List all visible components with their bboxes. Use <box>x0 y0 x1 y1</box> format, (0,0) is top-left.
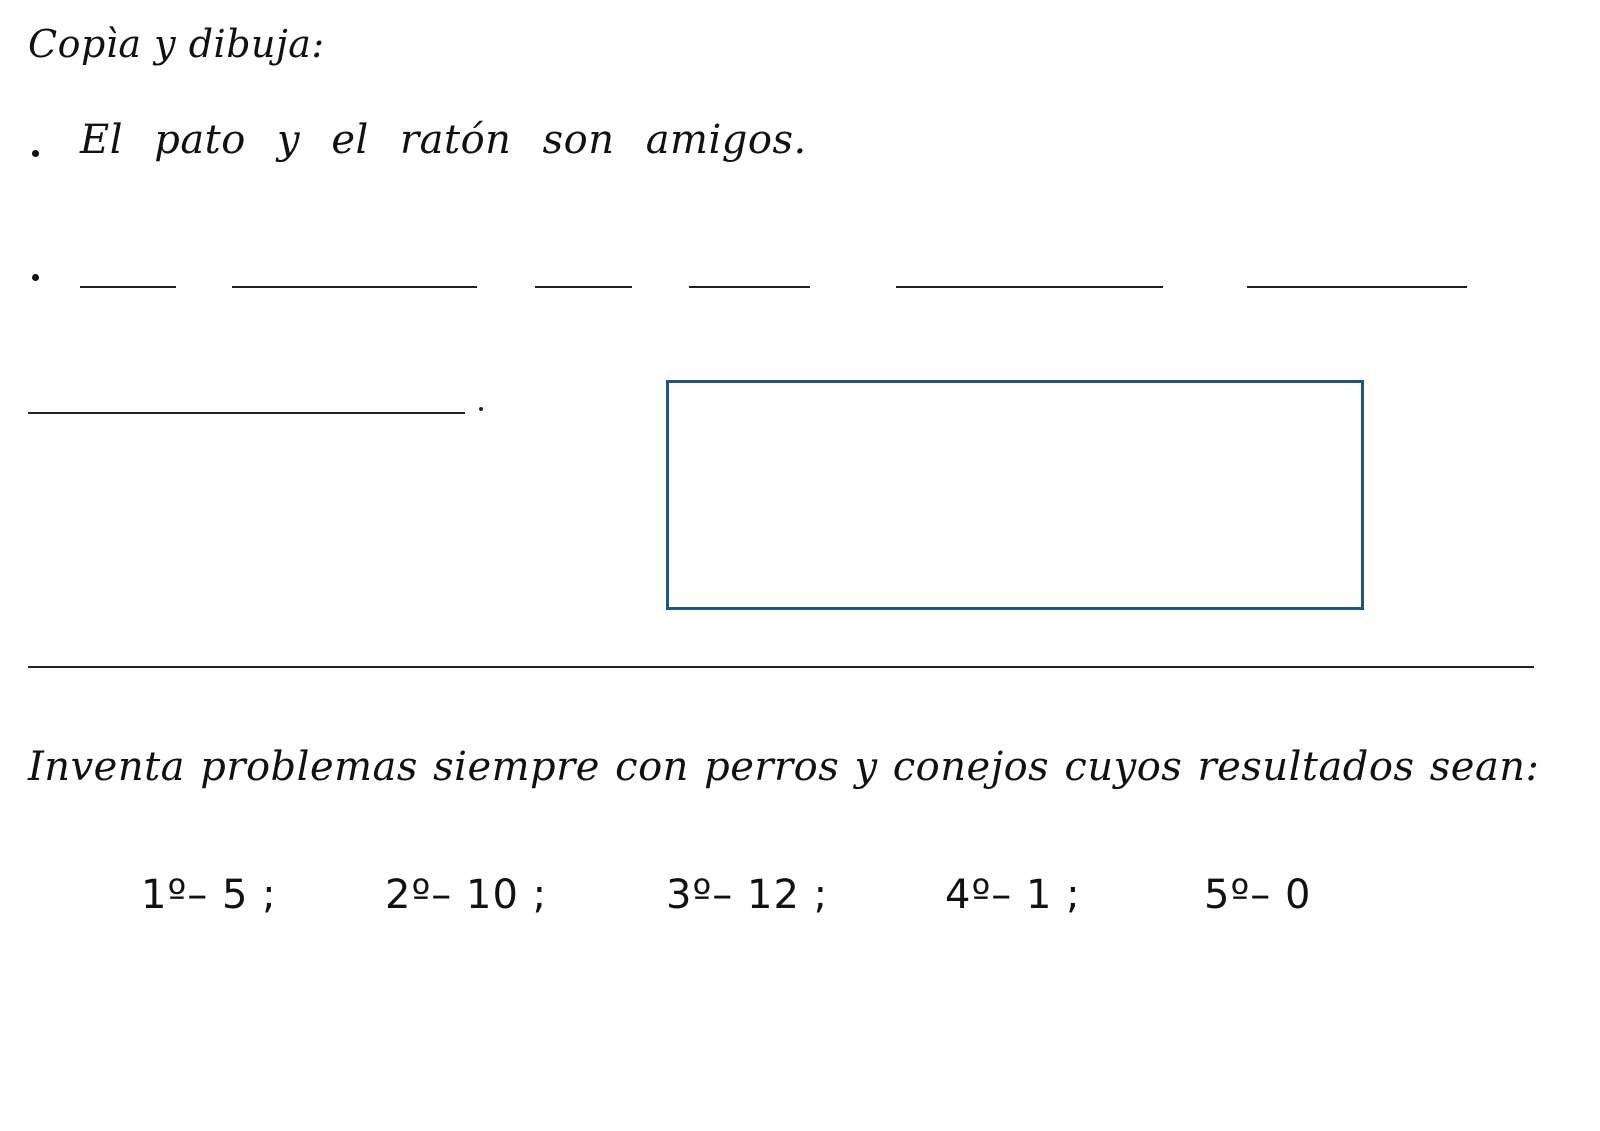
bullet-icon <box>32 274 39 281</box>
copy-blank-word-4[interactable] <box>689 286 810 288</box>
copy-blank-word-2[interactable] <box>232 286 477 288</box>
result-item-3: 3º– 12 ; <box>666 872 829 918</box>
section-divider-line <box>28 666 1534 668</box>
copy-blank-word-7[interactable] <box>28 412 465 414</box>
model-sentence: El pato y el ratón son amigos. <box>80 117 807 163</box>
result-item-5: 5º– 0 <box>1204 872 1312 918</box>
bullet-icon <box>32 150 39 157</box>
result-item-1: 1º– 5 ; <box>141 872 277 918</box>
result-item-2: 2º– 10 ; <box>385 872 548 918</box>
worksheet-title: Copìa y dibuja: <box>28 22 325 66</box>
problem-instructions: Inventa problemas siempre con perros y conejos cuyos resultados sean: <box>28 744 1540 790</box>
copy-blank-word-5[interactable] <box>896 286 1163 288</box>
result-item-4: 4º– 1 ; <box>945 872 1081 918</box>
drawing-box[interactable] <box>666 380 1364 610</box>
copy-end-period <box>479 407 483 411</box>
copy-blank-word-1[interactable] <box>80 286 176 288</box>
copy-blank-word-6[interactable] <box>1247 286 1467 288</box>
copy-blank-word-3[interactable] <box>535 286 632 288</box>
